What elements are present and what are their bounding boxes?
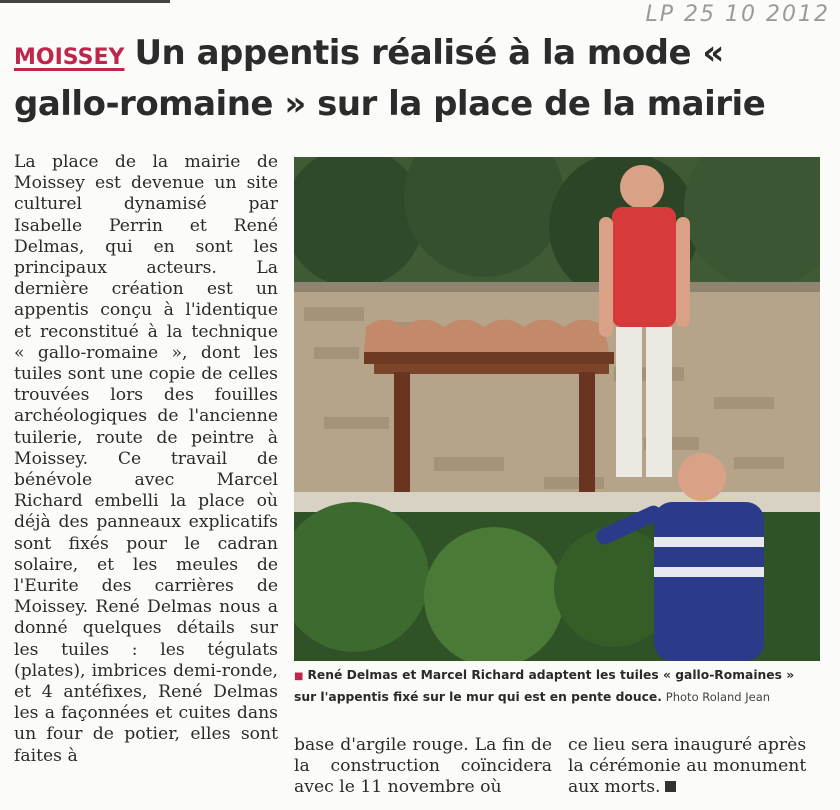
article-body-column-3-wrap — [568, 735, 822, 799]
wooden-post-left — [394, 372, 410, 492]
article-body-column-3: ce lieu sera inauguré après la cérémonie au monument aux morts. — [568, 735, 807, 798]
bush-2 — [424, 527, 564, 661]
end-of-article-icon — [665, 781, 676, 792]
photo-caption — [294, 665, 820, 707]
photo-illustration — [294, 157, 820, 661]
handwritten-date: LP 25 10 2012 — [645, 2, 830, 27]
article-headline — [14, 30, 834, 127]
wooden-post-right — [579, 372, 595, 492]
roof-beam — [364, 352, 614, 364]
photo-credit: Photo Roland Jean — [665, 690, 771, 704]
article-body-column-1: La place de la mairie de Moissey est devenue un site culturel dynamisé par Isabelle Perrin et René Delmas, qui en sont les principaux acteurs. La dernière création est un appentis conçu à l'identique et reconstitué à la technique « gallo-romaine », dont les tuiles sont une copie de celles trouvées lors des fouilles archéologiques de l'ancienne tuilerie, route de peintre à Moissey. Ce travail de bénévole avec Marcel Richard embelli la place où déjà des panneaux explicatifs sont fixés pour le cadran solaire, et les meules de l'Eurite des carrières de Moissey. René Delmas nous a donné quelques détails sur les tuiles : les tégulats (plates), imbrices demi-ronde, et 4 antéfixes, René Delmas les a façonnées et cuites dans un four de potier, elles sont faites à — [14, 152, 278, 766]
caption-text: René Delmas et Marcel Richard adaptent les tuiles « gallo-Romaines » sur l'appentis fixé sur le mur qui est en pente douce. — [294, 668, 795, 704]
article-title: Un appentis réalisé à la mode « gallo-romaine » sur la place de la mairie — [14, 33, 766, 124]
caption-square-icon: ■ — [294, 671, 304, 682]
kicker-location: MOISSEY — [14, 45, 125, 70]
top-rule — [0, 0, 170, 3]
article-body-column-2: base d'argile rouge. La fin de la construction coïncidera avec le 11 novembre où — [294, 735, 552, 798]
article-photo — [294, 157, 820, 661]
wall-top — [294, 282, 820, 292]
